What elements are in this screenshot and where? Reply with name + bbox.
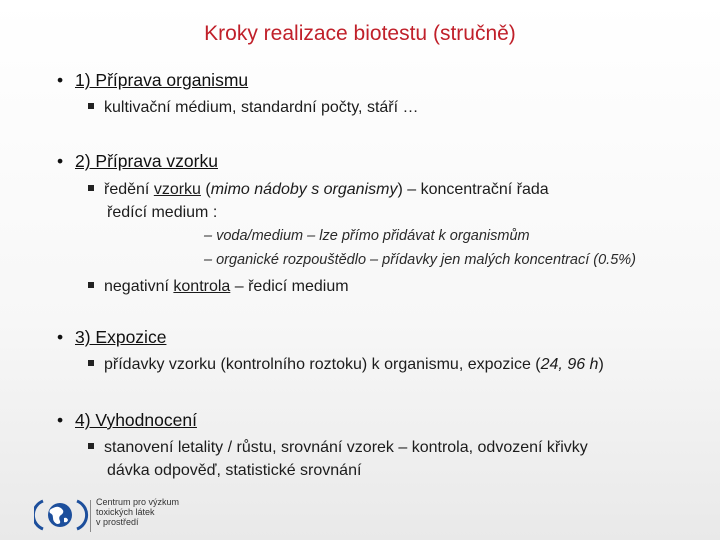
bullet-dot: •	[57, 327, 64, 347]
sub-item-organic: – organické rozpouštědlo – přídavky jen malých koncentrací (0.5%)	[204, 252, 636, 268]
square-bullet-icon	[88, 103, 94, 109]
section-3-item: přídavky vzorku (kontrolního roztoku) k organismu, expozice (24, 96 h)	[88, 353, 604, 376]
square-bullet-icon	[88, 185, 94, 191]
section-4-item: stanovení letality / růstu, srovnání vzorek – kontrola, odvození křivky dávka odpověď, statistické srovnání	[88, 436, 588, 482]
slide-title: Kroky realizace biotestu (stručně)	[204, 22, 516, 45]
logo-text: Centrum pro výzkum toxických látek v prostředí	[96, 497, 180, 527]
section-2-item-dilution: ředění vzorku (mimo nádoby s organismy) – koncentrační řada ředící medium :	[88, 178, 549, 224]
section-1-heading: • 1) Příprava organismu	[57, 70, 249, 90]
bullet-dot: •	[57, 410, 64, 430]
section-2-item-control: negativní kontrola – ředicí medium	[88, 275, 349, 298]
logo-divider	[90, 500, 91, 532]
square-bullet-icon	[88, 360, 94, 366]
square-bullet-icon	[88, 282, 94, 288]
section-4-heading: • 4) Vyhodnocení	[57, 410, 197, 430]
section-3-heading: • 3) Expozice	[57, 327, 167, 347]
section-2-heading: • 2) Příprava vzorku	[57, 151, 218, 171]
section-1-item: kultivační médium, standardní počty, stáří …	[88, 96, 419, 119]
sub-item-water: – voda/medium – lze přímo přidávat k organismům	[204, 228, 530, 244]
square-bullet-icon	[88, 443, 94, 449]
bullet-dot: •	[57, 70, 64, 90]
bullet-dot: •	[57, 151, 64, 171]
